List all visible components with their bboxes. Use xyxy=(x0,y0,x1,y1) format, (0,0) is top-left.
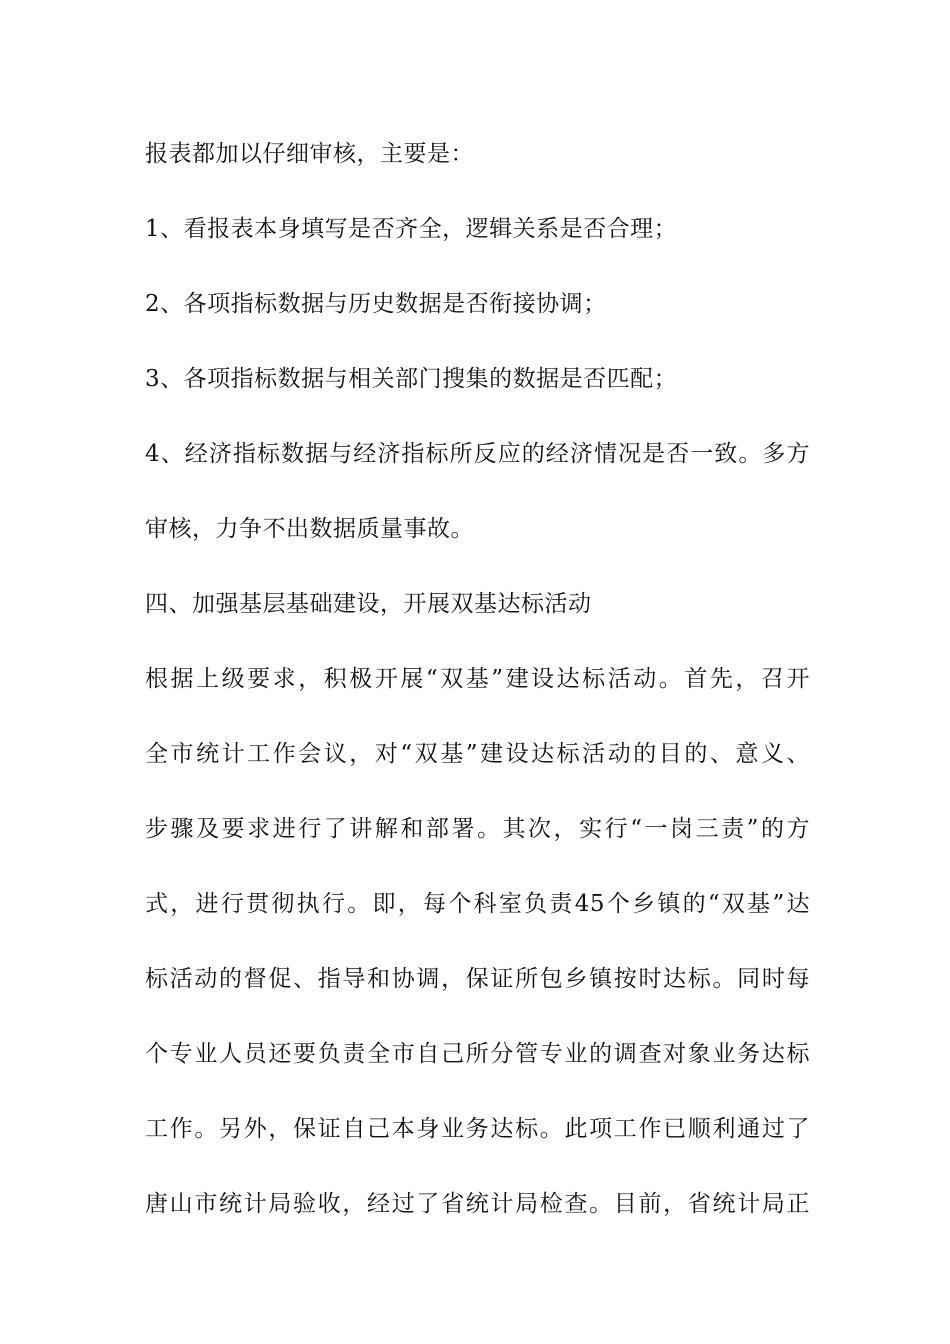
section-heading: 四、加强基层基础建设，开展双基达标活动 xyxy=(145,591,592,617)
text-line: 步骤及要求进行了讲解和部署。其次，实行“一岗三责”的方 xyxy=(145,816,810,842)
text-line: 工作。另外，保证自己本身业务达标。此项工作已顺利通过了 xyxy=(145,1116,810,1142)
text-line: 全市统计工作会议，对“双基”建设达标活动的目的、意义、 xyxy=(145,741,810,767)
text-line: 个专业人员还要负责全市自己所分管专业的调查对象业务达标 xyxy=(145,1041,810,1067)
text-line: 式，进行贯彻执行。即，每个科室负责45个乡镇的“双基”达 xyxy=(145,891,810,917)
text-line: 唐山市统计局验收，经过了省统计局检查。目前，省统计局正 xyxy=(145,1191,810,1217)
text-line: 4、经济指标数据与经济指标所反应的经济情况是否一致。多方 xyxy=(145,441,810,467)
text-line: 根据上级要求，积极开展“双基”建设达标活动。首先，召开 xyxy=(145,666,810,692)
text-line: 3、各项指标数据与相关部门搜集的数据是否匹配； xyxy=(145,366,678,392)
text-line: 2、各项指标数据与历史数据是否衔接协调； xyxy=(145,291,607,317)
text-line: 报表都加以仔细审核，主要是： xyxy=(145,141,474,167)
text-line: 标活动的督促、指导和协调，保证所包乡镇按时达标。同时每 xyxy=(145,966,810,992)
text-line: 1、看报表本身填写是否齐全，逻辑关系是否合理； xyxy=(145,216,678,242)
text-line: 审核，力争不出数据质量事故。 xyxy=(145,516,474,542)
document-body xyxy=(145,133,810,1258)
